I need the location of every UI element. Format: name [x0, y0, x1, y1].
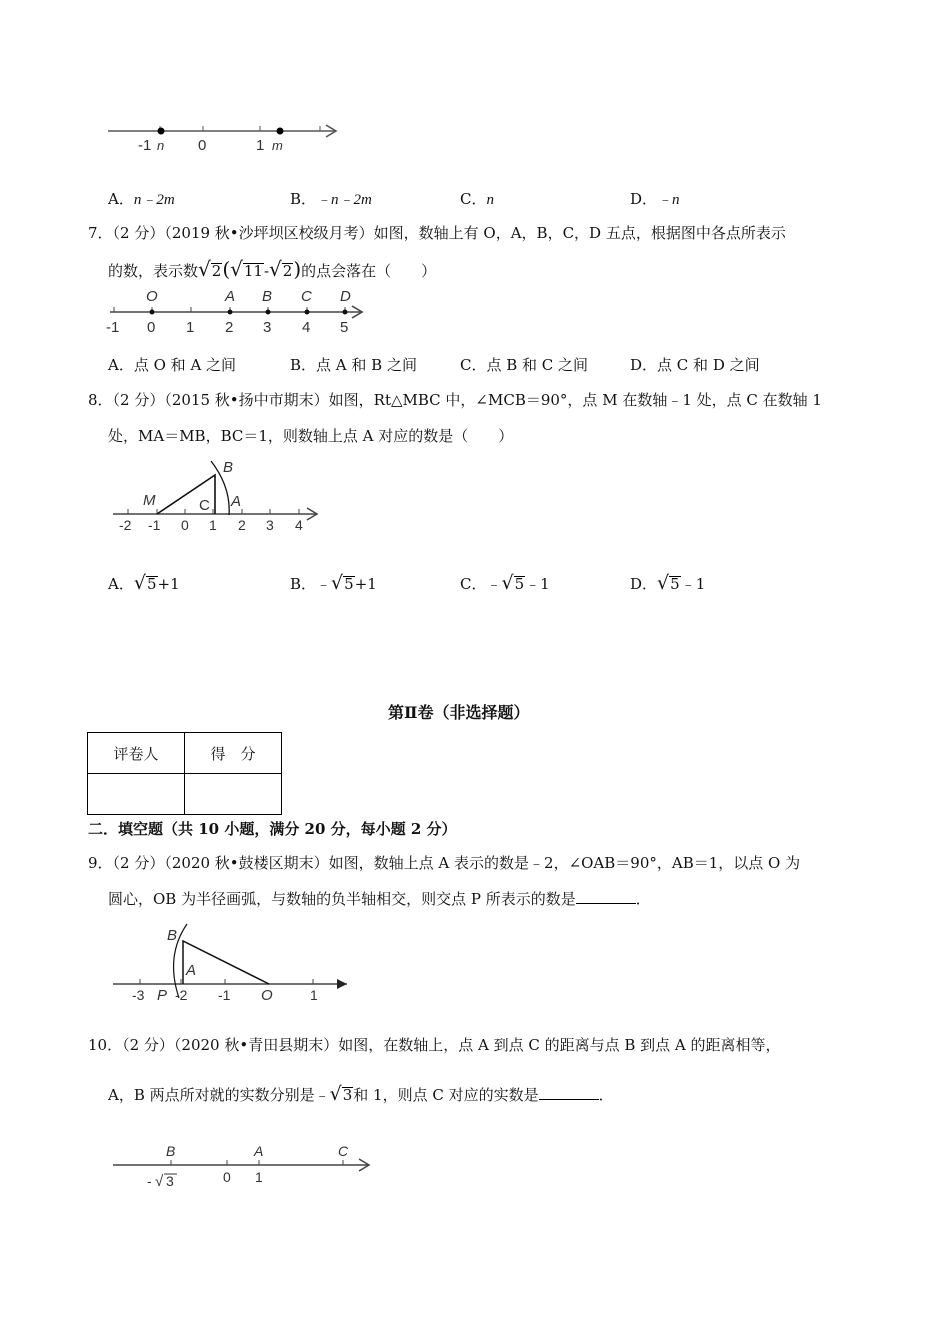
tick-label: -1 [106, 319, 120, 336]
q7-line2: 的数，表示数√2(√11-√2)的点会落在（ ） [108, 257, 437, 281]
tick-label: 0 [181, 517, 189, 533]
point-label-c: C [199, 497, 210, 514]
point-label-c: C [301, 288, 312, 305]
q6-option-a[interactable]: A．n﹣2m [108, 190, 175, 208]
q10-number-line [105, 1140, 380, 1195]
tick-label: 5 [340, 319, 349, 336]
q6-option-d[interactable]: D．﹣n [630, 190, 680, 208]
tick-label: 0 [147, 319, 156, 336]
tick-label: 1 [209, 517, 217, 533]
point-label-o: O [146, 288, 158, 305]
q10-answer-blank[interactable] [539, 1085, 599, 1100]
point-label-a: A [186, 962, 197, 979]
tick-label: 1 [310, 987, 318, 1000]
tick-label-sqrt3: 3 [166, 1173, 174, 1189]
tick-label: 1 [186, 319, 195, 336]
point-label-m: m [272, 138, 283, 153]
tick-label: 3 [263, 319, 272, 336]
q8-option-a[interactable]: A．√5+1 [108, 572, 180, 594]
tick-label: -1 [138, 137, 152, 154]
score-header: 得 分 [185, 733, 282, 774]
grader-cell[interactable] [88, 774, 185, 815]
tick-label: 4 [302, 319, 311, 336]
tick-label: 1 [256, 137, 265, 154]
tick-label: 2 [225, 319, 234, 336]
point-label-n: n [157, 138, 165, 153]
tick-label: -2 [119, 517, 132, 533]
q10-line1: 10．（2 分）（2020 秋•青田县期末）如图，在数轴上，点 A 到点 C 的距离与点 B 到点 A 的距离相等， [88, 1036, 781, 1054]
tick-label: 3 [266, 517, 274, 533]
q8-option-b[interactable]: B．﹣√5+1 [290, 572, 377, 594]
q7-option-a[interactable]: A．点 O 和 A 之间 [108, 356, 237, 374]
point-label-m: M [143, 492, 156, 509]
q6-number-line [100, 115, 350, 160]
point-label-p: P [157, 987, 168, 1000]
tick-label: 1 [255, 1169, 263, 1185]
q8-line1: 8．（2 分）（2015 秋•扬中市期末）如图，Rt△MBC 中，∠MCB＝90°，点 M 在数轴﹣1 处，点 C 在数轴 1 [88, 391, 822, 409]
tick-label: -2 [175, 987, 188, 1000]
q8-figure [105, 455, 330, 535]
tick-label: 2 [238, 517, 246, 533]
q8-option-d[interactable]: D．√5﹣1 [630, 572, 706, 594]
tick-label: 4 [295, 517, 303, 533]
point-label-b: B [223, 459, 234, 476]
tick-label: -1 [148, 517, 161, 533]
point-label-a: A [254, 1143, 264, 1159]
part2-title: 第Ⅱ卷（非选择题） [388, 703, 530, 722]
q8-line2: 处，MA＝MB，BC＝1，则数轴上点 A 对应的数是（ ） [108, 427, 514, 445]
svg-text:√: √ [155, 1173, 164, 1190]
point-label-a: A [225, 288, 236, 305]
q9-line2: 圆心，OB 为半径画弧，与数轴的负半轴相交，则交点 P 所表示的数是 ． [108, 890, 651, 908]
tick-label-minus: - [147, 1173, 152, 1189]
grader-header: 评卷人 [88, 733, 185, 774]
q6-option-b[interactable]: B．﹣n﹣2m [290, 190, 372, 208]
tick-label: 0 [223, 1169, 231, 1185]
q7-line1: 7．（2 分）（2019 秋•沙坪坝区校级月考）如图，数轴上有 O，A，B，C，D 五点，根据图中各点所表示 [88, 224, 786, 242]
point-label-b: B [262, 288, 273, 305]
point-label-b: B [166, 1143, 176, 1159]
score-cell[interactable] [185, 774, 282, 815]
q7-option-b[interactable]: B．点 A 和 B 之间 [290, 356, 417, 374]
point-label-d: D [340, 288, 351, 305]
tick-label: 0 [198, 137, 207, 154]
tick-label: -1 [218, 987, 231, 1000]
section-heading: 二．填空题（共 10 小题，满分 20 分，每小题 2 分） [88, 820, 457, 838]
q9-answer-blank[interactable] [576, 889, 636, 904]
q7-number-line [100, 285, 375, 340]
point-label-o: O [261, 987, 273, 1000]
q7-option-d[interactable]: D．点 C 和 D 之间 [630, 356, 760, 374]
point-m [277, 128, 284, 135]
q6-option-c[interactable]: C．n [460, 190, 494, 208]
q7-option-c[interactable]: C．点 B 和 C 之间 [460, 356, 589, 374]
tick-label: -3 [132, 987, 145, 1000]
q9-figure [105, 920, 360, 1000]
point-label-a: A [231, 493, 242, 510]
score-table [87, 732, 282, 815]
q9-line1: 9．（2 分）（2020 秋•鼓楼区期末）如图，数轴上点 A 表示的数是﹣2，∠OAB＝90°，AB＝1，以点 O 为 [88, 854, 801, 872]
point-label-b: B [167, 927, 178, 944]
point-n [158, 128, 165, 135]
point-label-c: C [338, 1143, 349, 1159]
q8-option-c[interactable]: C．﹣√5﹣1 [460, 572, 550, 594]
q10-line2: A，B 两点所对就的实数分别是﹣√3和 1，则点 C 对应的实数是 ． [108, 1083, 614, 1105]
